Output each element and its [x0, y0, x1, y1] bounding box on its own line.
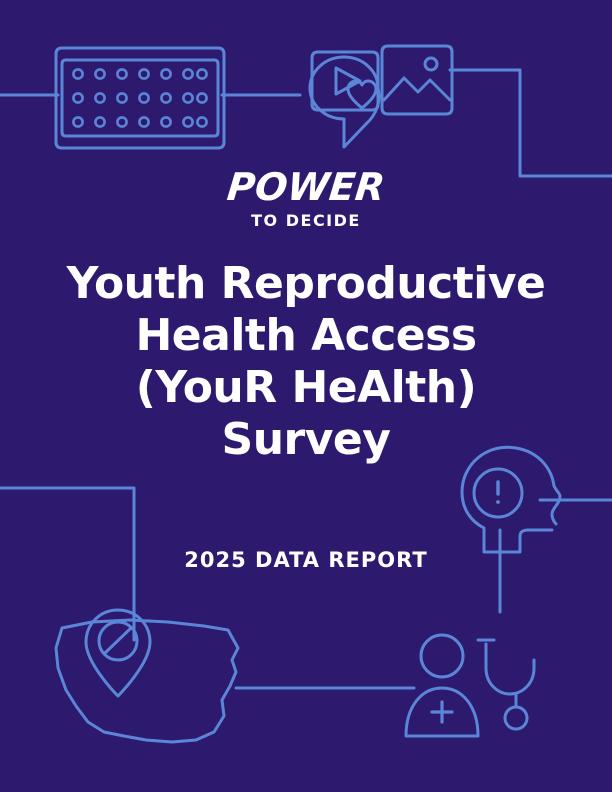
- us-map-ban-pin-icon: [56, 610, 238, 742]
- page-title: [56, 258, 556, 466]
- logo-wordmark-bottom: TO DECIDE: [251, 211, 361, 230]
- page-title-line-2: Health Access: [135, 310, 477, 361]
- power-to-decide-logo: [0, 165, 612, 230]
- healthcare-provider-stethoscope-icon: [406, 635, 534, 736]
- birth-control-pill-pack-icon: [56, 48, 224, 148]
- page-title-line-4: Survey: [221, 414, 391, 465]
- video-play-icon: [312, 52, 378, 110]
- heart-chat-bubble-icon: [310, 57, 379, 147]
- page-title-line-1: Youth Reproductive: [66, 258, 546, 309]
- page-subtitle: 2025 DATA REPORT: [184, 548, 428, 572]
- page-title-line-3: (YouR HeAlth): [135, 362, 477, 413]
- logo-wordmark-top: POWER: [225, 165, 387, 209]
- photo-image-icon: [382, 46, 452, 114]
